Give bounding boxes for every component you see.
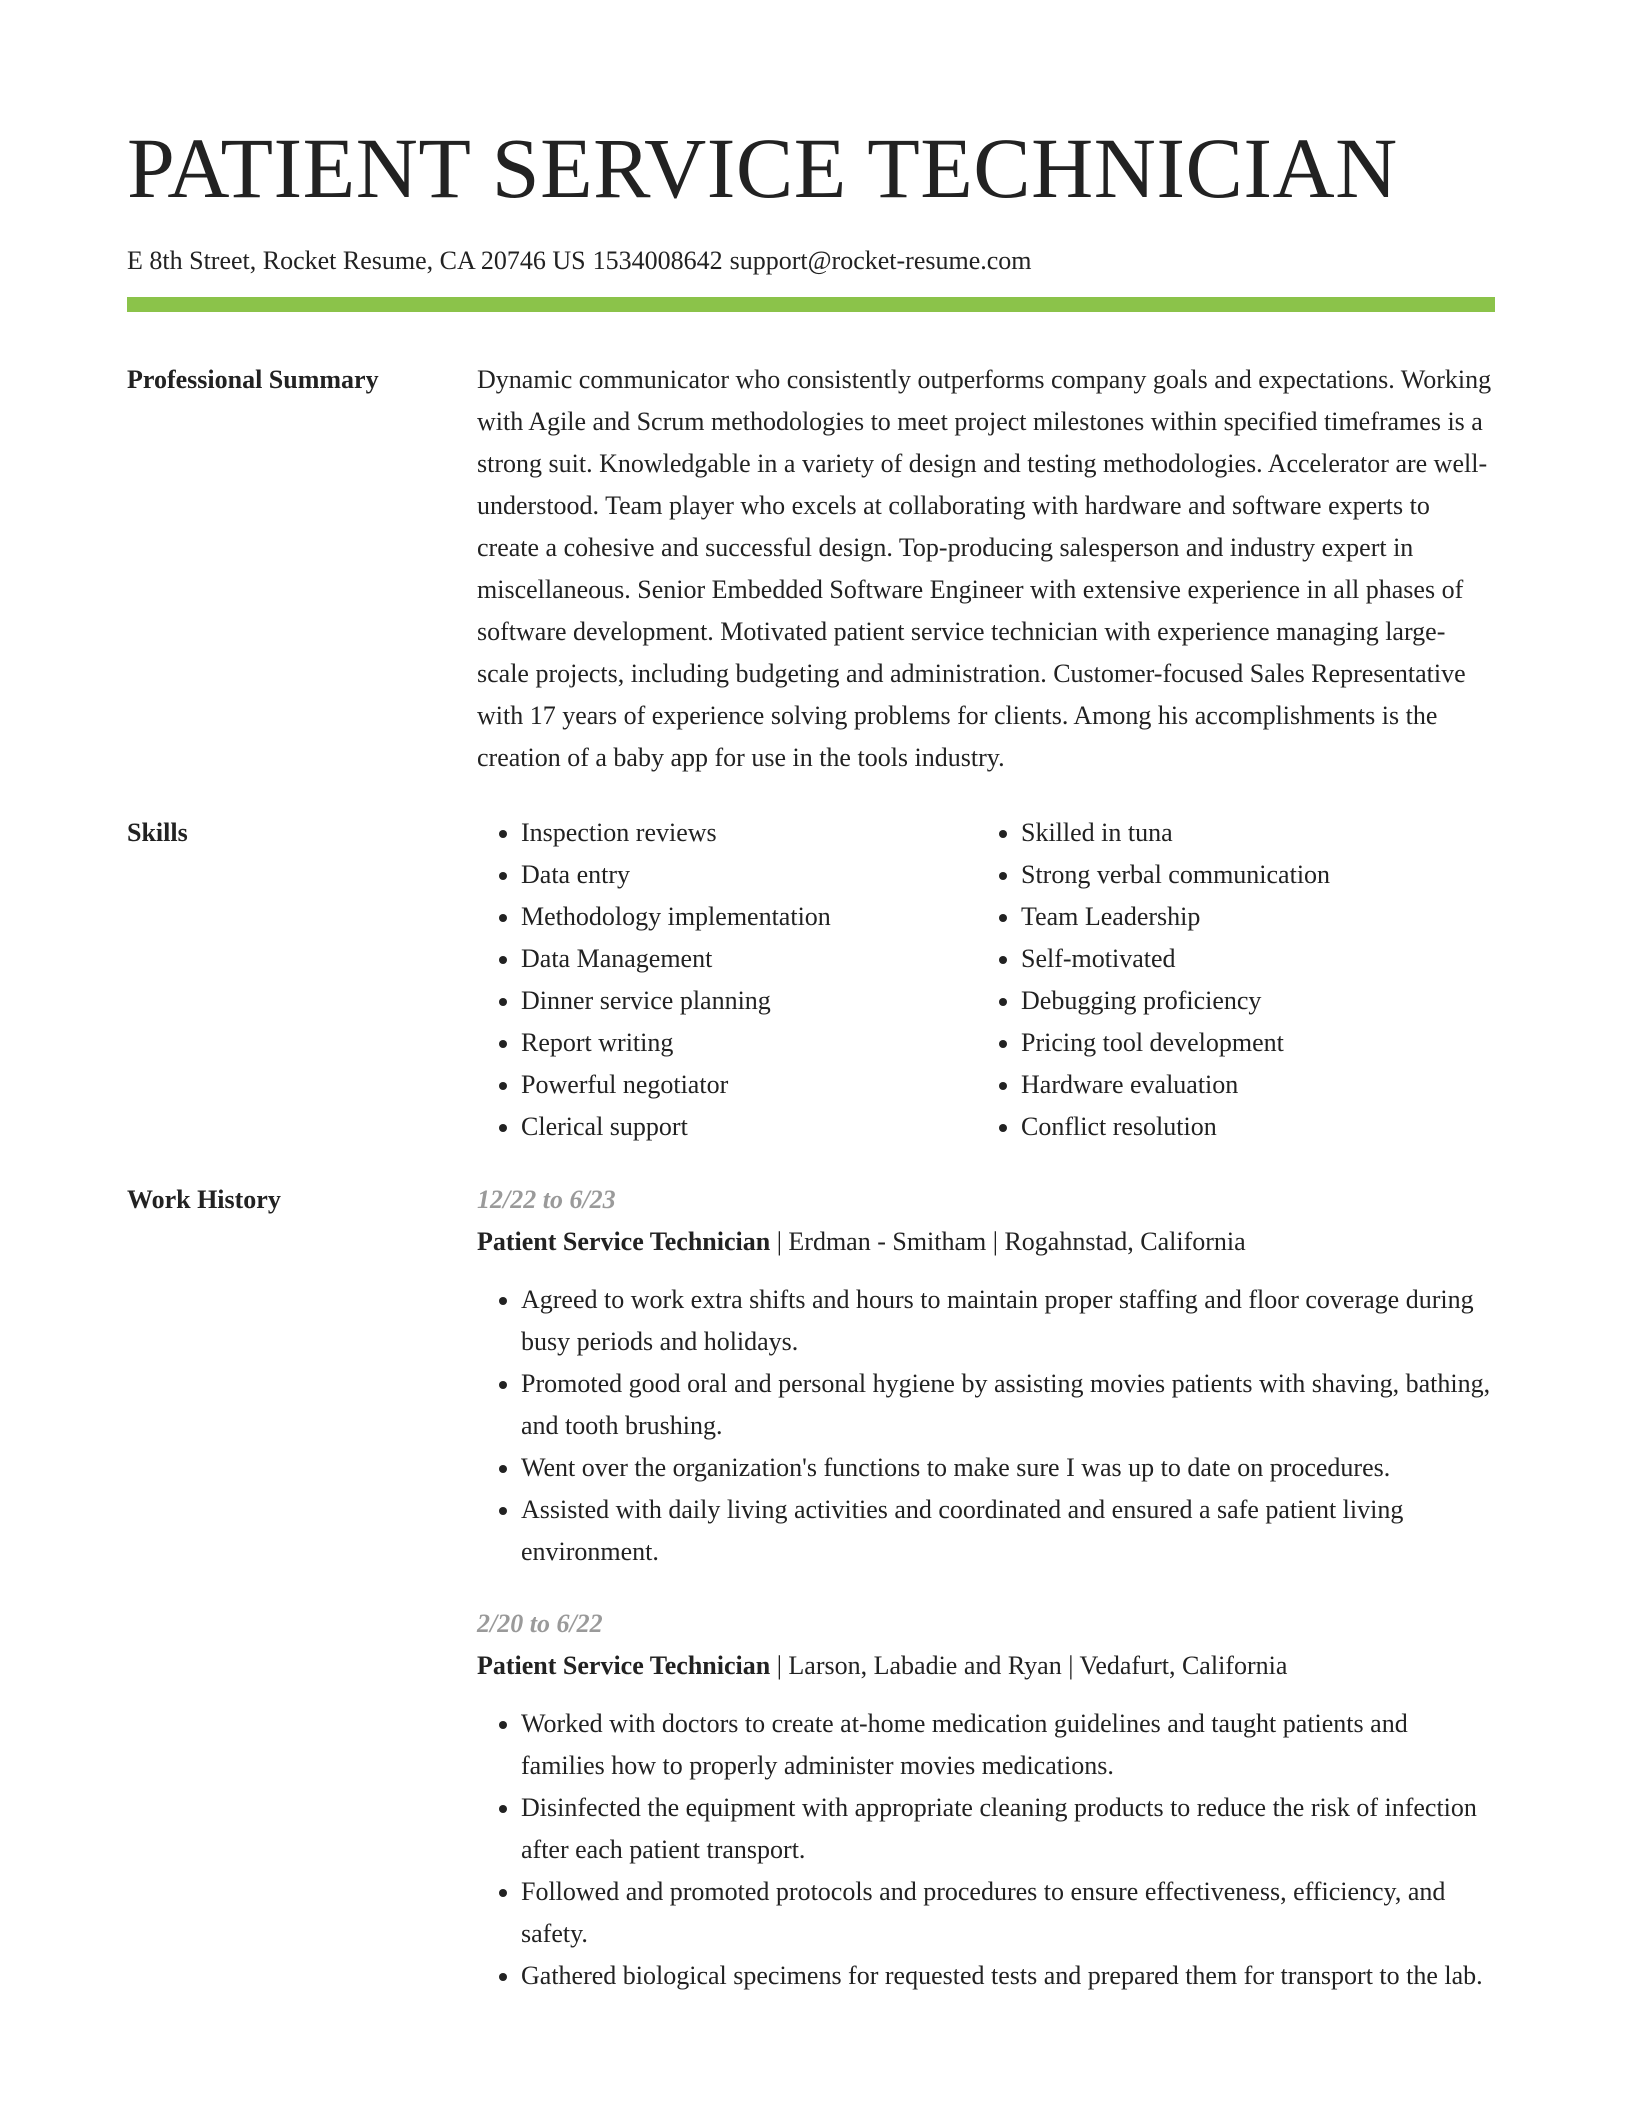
skills-heading: Skills	[127, 818, 188, 847]
contact-email: support@rocket-resume.com	[729, 246, 1032, 275]
job-heading	[477, 1645, 1495, 1687]
job-title: Patient Service Technician	[477, 1227, 771, 1256]
work-history-heading: Work History	[127, 1185, 281, 1214]
skill-item: • Pricing tool development	[1021, 1022, 1477, 1064]
header-divider	[127, 297, 1495, 312]
job-entry	[477, 1179, 1495, 1573]
job-title: Patient Service Technician	[477, 1651, 771, 1680]
summary-section	[127, 359, 1495, 779]
job-bullet: • Gathered biological specimens for requested tests and prepared them for transport to the lab.	[521, 1955, 1495, 1997]
skill-item: • Report writing	[521, 1022, 977, 1064]
skill-item: • Self-motivated	[1021, 938, 1477, 980]
skills-section	[127, 812, 1495, 1148]
contact-line	[127, 244, 1495, 278]
summary-text: Dynamic communicator who consistently outperforms company goals and expectations. Working with Agile and Scrum methodologies to meet project milestones within specified timeframes is a strong suit. Knowledgable in a variety of design and testing methodologies. Accelerator are well-understood. Team player who excels at collaborating with hardware and software experts to create a cohesive and successful design. Top-producing salesperson and industry expert in miscellaneous. Senior Embedded Software Engineer with extensive experience in all phases of software development. Motivated patient service technician with experience managing large-scale projects, including budgeting and administration. Customer-focused Sales Representative with 17 years of experience solving problems for clients. Among his accomplishments is the creation of a baby app for use in the tools industry.	[477, 365, 1492, 772]
resume-page	[127, 0, 1495, 1997]
skill-item: • Data Management	[521, 938, 977, 980]
skill-item: • Team Leadership	[1021, 896, 1477, 938]
skill-item: • Dinner service planning	[521, 980, 977, 1022]
skill-item: • Conflict resolution	[1021, 1106, 1477, 1148]
job-bullet-list	[477, 1703, 1495, 1997]
skill-item: • Methodology implementation	[521, 896, 977, 938]
skills-list-right	[977, 812, 1477, 1148]
job-bullet: • Went over the organization's functions to make sure I was up to date on procedures.	[521, 1447, 1495, 1489]
job-heading	[477, 1221, 1495, 1263]
skill-item: • Powerful negotiator	[521, 1064, 977, 1106]
resume-title: PATIENT SERVICE TECHNICIAN	[127, 120, 1398, 216]
job-details: | Erdman - Smitham | Rogahnstad, California	[770, 1227, 1246, 1256]
job-bullet: • Promoted good oral and personal hygiene by assisting movies patients with shaving, bathing, and tooth brushing.	[521, 1363, 1495, 1447]
job-dates: 2/20 to 6/22	[477, 1609, 603, 1638]
job-details: | Larson, Labadie and Ryan | Vedafurt, California	[770, 1651, 1288, 1680]
job-bullet: • Assisted with daily living activities and coordinated and ensured a safe patient living environment.	[521, 1489, 1495, 1573]
skill-item: • Clerical support	[521, 1106, 977, 1148]
job-bullet: • Worked with doctors to create at-home medication guidelines and taught patients and families how to properly administer movies medications.	[521, 1703, 1495, 1787]
skills-list-left	[477, 812, 977, 1148]
skill-item: • Skilled in tuna	[1021, 812, 1477, 854]
skill-item: • Hardware evaluation	[1021, 1064, 1477, 1106]
job-bullet: • Disinfected the equipment with appropriate cleaning products to reduce the risk of infection after each patient transport.	[521, 1787, 1495, 1871]
contact-address: E 8th Street, Rocket Resume, CA 20746 US	[127, 246, 586, 275]
summary-heading: Professional Summary	[127, 365, 379, 394]
job-dates: 12/22 to 6/23	[477, 1185, 616, 1214]
skill-item: • Data entry	[521, 854, 977, 896]
work-history-section	[127, 1179, 1495, 1997]
skill-item: • Strong verbal communication	[1021, 854, 1477, 896]
job-bullet: • Followed and promoted protocols and procedures to ensure effectiveness, efficiency, and safety.	[521, 1871, 1495, 1955]
contact-phone: 1534008642	[592, 246, 723, 275]
job-entry	[477, 1603, 1495, 1997]
job-bullet-list	[477, 1279, 1495, 1573]
skill-item: • Debugging proficiency	[1021, 980, 1477, 1022]
job-bullet: • Agreed to work extra shifts and hours to maintain proper staffing and floor coverage during busy periods and holidays.	[521, 1279, 1495, 1363]
skill-item: • Inspection reviews	[521, 812, 977, 854]
